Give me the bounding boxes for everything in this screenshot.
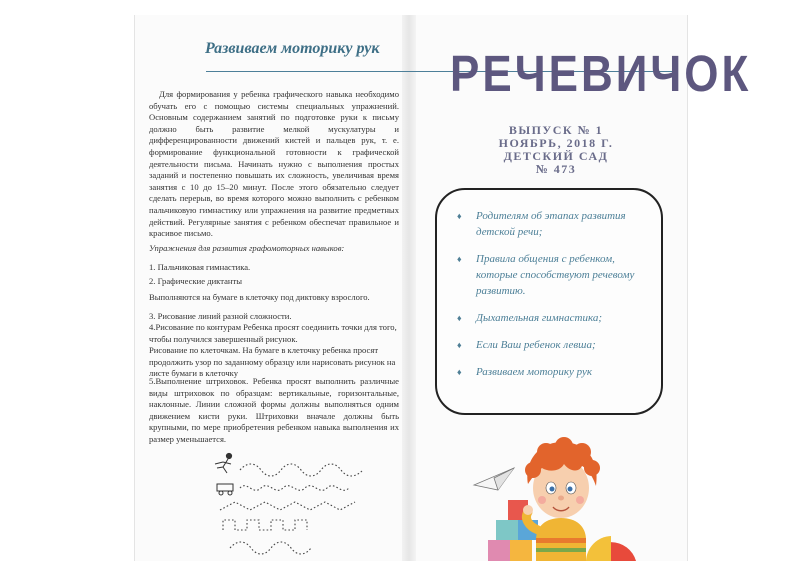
dotted-zigzag [220,502,355,510]
issue-info [446,124,666,176]
diamond-bullet-icon: ♦ [457,313,462,323]
exercise-item: 4.Рисование по контурам Ребенка просят соединить точки для того, чтобы получился завершенный рисунок. [149,322,397,344]
contents-item: ♦ Если Ваш ребенок левша; [457,339,596,351]
page-fold [402,15,416,561]
diamond-bullet-icon: ♦ [457,254,462,264]
left-panel-title: Развиваем моторику рук [205,40,380,57]
exercise-item: 3. Рисование линий разной сложности. [149,311,292,321]
exercise-item: 1. Пальчиковая гимнастика. [149,262,251,272]
child-with-blocks-illustration [436,430,646,561]
contents-box [435,188,663,415]
dotted-line-worksheet [195,448,375,561]
dotted-wave-3 [230,542,311,554]
intro-paragraph: Для формирования у ребенка графического навыка необходимо обучать его с помощью системы специальных упражнений. Основным содержанием занятий по подготовке руки к письму должно быть развитие мелкой мускулатуры и дифференцированности движений кистей и пальцев рук, т. е. формирование функциональной готовности к графической деятельности письма. Начинать нужно с выполнения простых заданий и постепенно повышать их сложность, увеличивая время занятия с 10 до 15–20 минут. После этого обязательно следует сделать перерыв, во время которого можно выполнить с ребенком пальчиковую гимнастику или упражнения на развитие предметных действий. Регулярные занятия с ребенком обеспечат правильное и красивое письмо. [149,89,399,239]
issue-number: ВЫПУСК № 1 [508,123,604,137]
issue-org-number: № 473 [535,162,577,176]
runner-figure-icon [215,453,232,473]
contents-item: ♦ Дыхательная гимнастика; [457,312,602,324]
diamond-bullet-icon: ♦ [457,211,462,221]
exercise-item: Выполняются на бумаге в клеточку под диктовку взрослого. [149,292,370,302]
dotted-meander [223,520,307,530]
issue-date: НОЯБРЬ, 2018 Г. [498,136,614,150]
exercise-item: 5.Выполнение штриховок. Ребенка просят выполнить различные виды штриховок по образцам: вертикальные, горизонтальные, наклонные. Линии сложной формы должны выполняться одним движением кисти руки. Штриховки вначале должны быть крупными, по мере приобретения ребенком навыка выполнения их размер уменьшается. [149,376,399,444]
contents-item: ♦ Развиваем моторику рук [457,366,593,378]
contents-item: ♦ Родителям об этапах развития детской речи; [457,210,626,238]
diamond-bullet-icon: ♦ [457,340,462,350]
exercise-item: Рисование по клеточкам. На бумаге в клеточку ребенка просят продолжить узор по заданному образцу или нарисовать рисунок на листе бумаги в клеточку [149,345,396,379]
exercises-heading: Упражнения для развития графомоторных навыков: [149,243,345,253]
car-figure-icon [217,484,233,495]
dotted-wave-2 [240,486,349,491]
contents-item: ♦ Правила общения с ребенком, которые способствуют речевому развитию. [457,253,635,297]
diamond-bullet-icon: ♦ [457,367,462,377]
paper-plane-icon [474,468,514,490]
issue-org: ДЕТСКИЙ САД [503,149,609,163]
brand-title: РЕЧЕВИЧОК [450,46,752,103]
exercise-item: 2. Графические диктанты [149,276,243,286]
dotted-wave-1 [240,464,363,476]
contents-list [437,190,661,380]
